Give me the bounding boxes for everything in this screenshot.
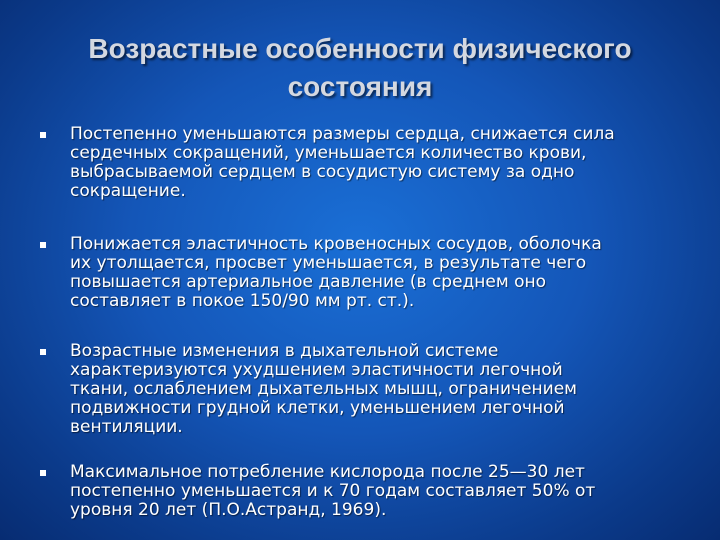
- bullet-text: Постепенно уменьшаются размеры сердца, снижается сила сердечных сокращений, уменьшается количество крови, выбрасываемой сердцем в сосудистую систему за одно сокращение.: [70, 124, 615, 201]
- slide-title: Возрастные особенности физического состояния: [88, 33, 632, 102]
- square-bullet-icon: [40, 242, 46, 248]
- bullet-text: Возрастные изменения в дыхательной системе характеризуются ухудшением эластичности легочной ткани, ослаблением дыхательных мышц, ограничением подвижности грудной клетки, уменьшением легочной вентиляции.: [70, 341, 577, 437]
- square-bullet-icon: [40, 470, 46, 476]
- bullet-text: Понижается эластичность кровеносных сосудов, оболочка их утолщается, просвет уменьшается, в результате чего повышается артериальное давление (в среднем оно составляет в покое 150/90 мм рт. ст.).: [70, 234, 602, 311]
- square-bullet-icon: [40, 132, 46, 138]
- bullet-text: Максимальное потребление кислорода после 25—30 лет постепенно уменьшается и к 70 годам составляет 50% от уровня 20 лет (П.О.Астранд, 1969).: [70, 462, 596, 520]
- square-bullet-icon: [40, 349, 46, 355]
